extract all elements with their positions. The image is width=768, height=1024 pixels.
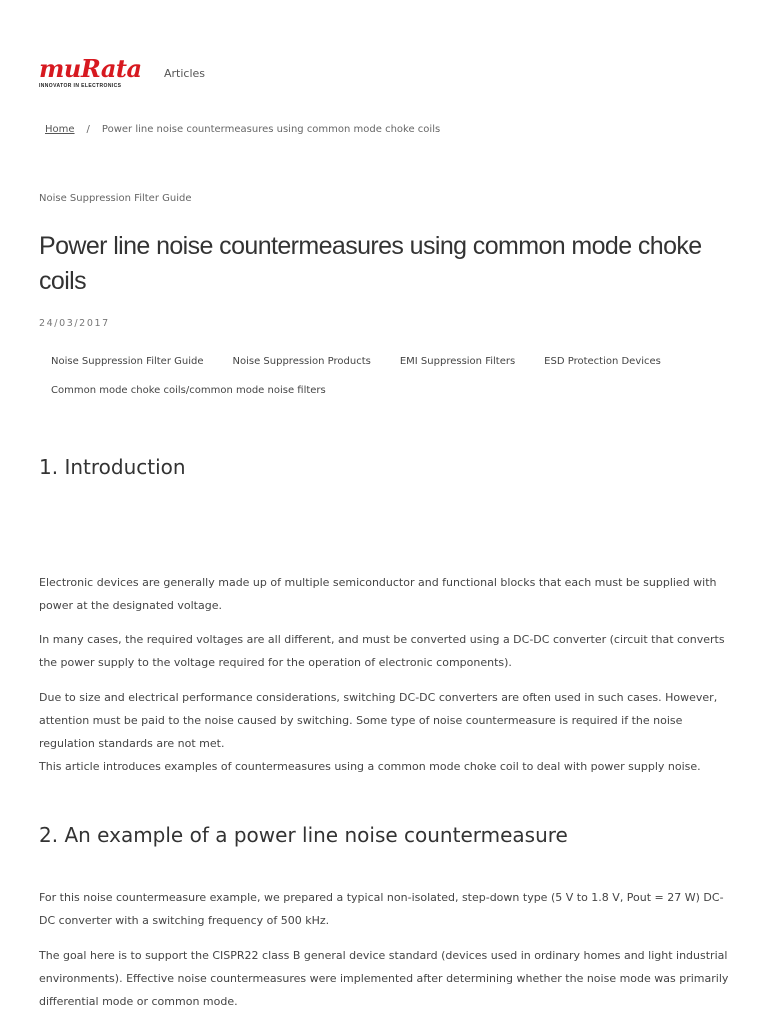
paragraph: Electronic devices are generally made up of multiple semiconductor and functional blocks that each must be supplied with power at the designated voltage. <box>39 576 717 612</box>
tag-link[interactable]: EMI Suppression Filters <box>399 356 516 367</box>
breadcrumb-current: Power line noise countermeasures using common mode choke coils <box>101 124 441 135</box>
logo-wordmark: muRata <box>39 54 142 83</box>
publish-date: 24/03/2017 <box>39 318 110 329</box>
paragraph: Due to size and electrical performance considerations, switching DC-DC converters are often used in such cases. However, attention must be paid to the noise caused by switching. Some type of noise countermeasure is required if the noise regulation standards are not met. <box>39 691 718 750</box>
tag-link[interactable]: Noise Suppression Filter Guide <box>51 356 204 367</box>
tag-link[interactable]: Noise Suppression Products <box>232 356 371 367</box>
tag-link[interactable]: Common mode choke coils/common mode noise filters <box>51 385 326 396</box>
section-heading-example: 2. An example of a power line noise countermeasure <box>39 823 568 847</box>
paragraph: This article introduces examples of countermeasures using a common mode choke coil to deal with power supply noise. <box>39 760 701 773</box>
nav-articles-link[interactable]: Articles <box>164 67 206 80</box>
site-header <box>39 54 206 92</box>
section-heading-introduction: 1. Introduction <box>39 455 186 479</box>
article-category: Noise Suppression Filter Guide <box>39 193 192 204</box>
tag-list <box>51 354 731 399</box>
paragraph: The goal here is to support the CISPR22 class B general device standard (devices used in ordinary homes and light industrial environments). Effective noise countermeasures were implemented after determining whether the noise mode was primarily differential mode or common mode. <box>39 949 729 1008</box>
paragraph: In many cases, the required voltages are all different, and must be converted using a DC-DC converter (circuit that converts the power supply to the voltage required for the operation of electronic components). <box>39 633 725 669</box>
tag-link[interactable]: ESD Protection Devices <box>544 356 661 367</box>
murata-logo[interactable] <box>39 54 142 92</box>
page-title: Power line noise countermeasures using common mode choke coils <box>39 232 702 295</box>
paragraph: For this noise countermeasure example, we prepared a typical non-isolated, step-down type (5 V to 1.8 V, Pout = 27 W) DC-DC converter with a switching frequency of 500 kHz. <box>39 891 724 927</box>
breadcrumb-separator: / <box>86 124 90 135</box>
breadcrumb <box>45 124 440 135</box>
breadcrumb-home-link[interactable]: Home <box>45 124 75 135</box>
logo-tagline: INNOVATOR IN ELECTRONICS <box>39 83 122 89</box>
